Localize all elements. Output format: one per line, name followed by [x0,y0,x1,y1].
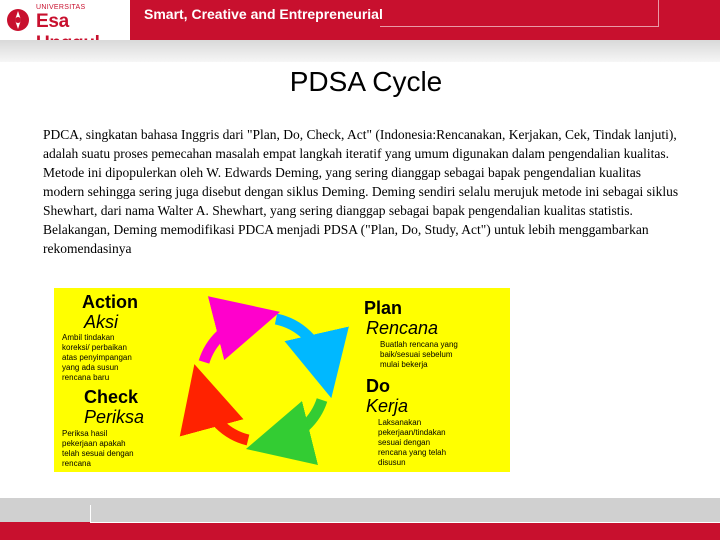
header-shadow-band [0,40,720,62]
check-description: Periksa hasil pekerjaan apakah telah sesuai dengan rencana [62,429,134,468]
header-divider-vertical [658,0,659,27]
footer-divider-vertical [90,505,91,522]
pdca-cycle-diagram [54,288,510,472]
logo-small-text: UNIVERSITAS [36,4,86,11]
check-label: Check [84,387,139,407]
university-logo [0,0,130,40]
slide-title: PDSA Cycle [289,66,443,97]
action-label: Action [82,292,138,312]
header-bar [0,0,720,40]
plan-arrow [276,319,324,366]
action-description: Ambil tindakan koreksi/ perbaikan atas penyimpangan yang ada susun rencana baru [62,333,132,382]
do-description: Laksanakan pekerjaan/tindakan sesuai dengan rencana yang telah disusun [378,418,447,467]
check-arrow [203,396,248,440]
footer-bar [0,522,720,540]
action-arrow [204,320,248,362]
tagline: Smart, Creative and Entrepreneurial [144,6,383,22]
logo-name: Esa [36,11,69,32]
action-label-id: Aksi [84,312,119,332]
plan-label-id: Rencana [366,318,439,338]
do-label-id: Kerja [366,396,409,416]
header-divider [380,26,658,27]
plan-description: Buatlah rencana yang baik/sesuai sebelum mulai bekerja [380,340,458,369]
slide-paragraph: PDCA, singkatan bahasa Inggris dari "Plan, Do, Check, Act" (Indonesia:Rencanakan, Kerjakan, Cek, Tindak lanjuti), adalah suatu proses pemecahan masalah empat langkah iteratif yang umum digunakan dalam pengendalian kualitas. Metode ini dipopulerkan oleh W. Edwards Deming, yang sering dianggap sebagai bapak pengendalian kualitas modern sehingga sering juga disebut dengan siklus Deming. Deming sendiri selalu merujuk metode ini sebagai siklus Shewhart, dari nama Walter A. Shewhart, yang sering dianggap sebagai bapak pengendalian kualitas statistis. Belakangan, Deming memodifikasi PDCA menjadi PDSA ("Plan, Do, Study, Act") untuk lebih menggambarkan rekomendasinya [43,127,679,256]
check-label-id: Periksa [84,407,145,427]
footer-divider [90,522,720,523]
logo-emblem-icon [6,8,30,32]
do-label: Do [366,376,390,396]
do-arrow [278,400,322,441]
plan-label: Plan [364,298,403,318]
